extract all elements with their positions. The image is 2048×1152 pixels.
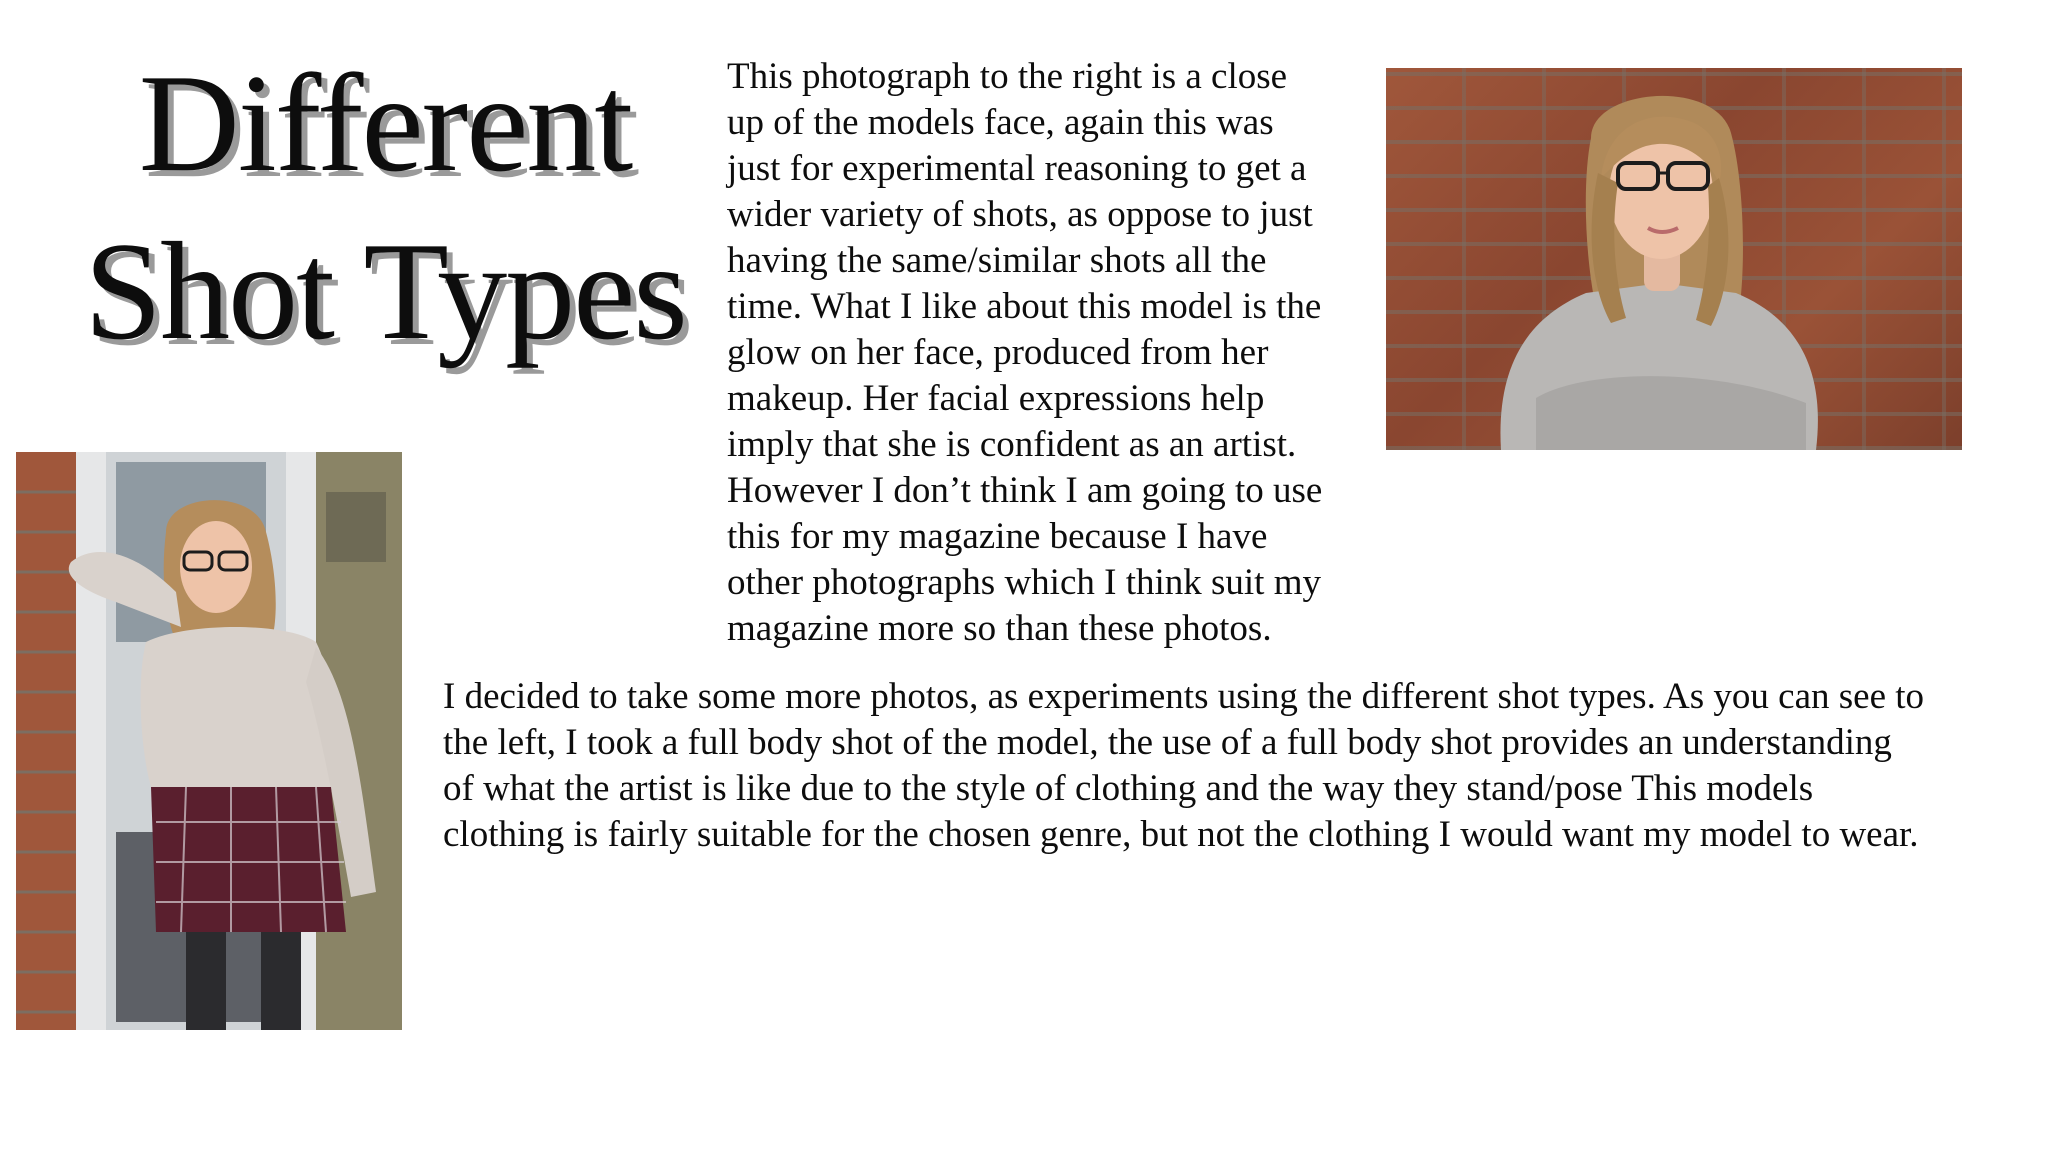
paragraph-line: this for my magazine because I have xyxy=(727,516,1268,557)
paragraph-line: clothing is fairly suitable for the chosen genre, but not the clothing I would want my model to wear. xyxy=(443,814,1919,855)
paragraph-line: magazine more so than these photos. xyxy=(727,608,1272,649)
paragraph-line: imply that she is confident as an artist. xyxy=(727,424,1297,465)
paragraph-line: glow on her face, produced from her xyxy=(727,332,1269,373)
paragraph-line: However I don’t think I am going to use xyxy=(727,470,1323,511)
closeup-photo xyxy=(1386,68,1962,450)
slide-title xyxy=(60,40,710,376)
paragraph-line: This photograph to the right is a close xyxy=(727,56,1288,97)
slide-title-line-1: Different xyxy=(138,46,632,201)
paragraph-line: up of the models face, again this was xyxy=(727,102,1274,143)
paragraph-line: having the same/similar shots all the xyxy=(727,240,1267,281)
paragraph-line: time. What I like about this model is the xyxy=(727,286,1322,327)
paragraph-line: makeup. Her facial expressions help xyxy=(727,378,1265,419)
paragraph-line: other photographs which I think suit my xyxy=(727,562,1321,603)
slide-title-line-2: Shot Types xyxy=(84,214,686,369)
paragraph-line: I decided to take some more photos, as experiments using the different shot types. As you can see to xyxy=(443,676,1925,717)
full-body-description-paragraph xyxy=(443,674,2023,858)
paragraph-line: just for experimental reasoning to get a xyxy=(727,148,1307,189)
paragraph-line: the left, I took a full body shot of the model, the use of a full body shot provides an understanding xyxy=(443,722,1892,763)
paragraph-line: of what the artist is like due to the style of clothing and the way they stand/pose This models xyxy=(443,768,1814,809)
paragraph-line: wider variety of shots, as oppose to just xyxy=(727,194,1313,235)
full-body-photo xyxy=(16,452,402,1030)
closeup-description-paragraph xyxy=(727,54,1367,652)
